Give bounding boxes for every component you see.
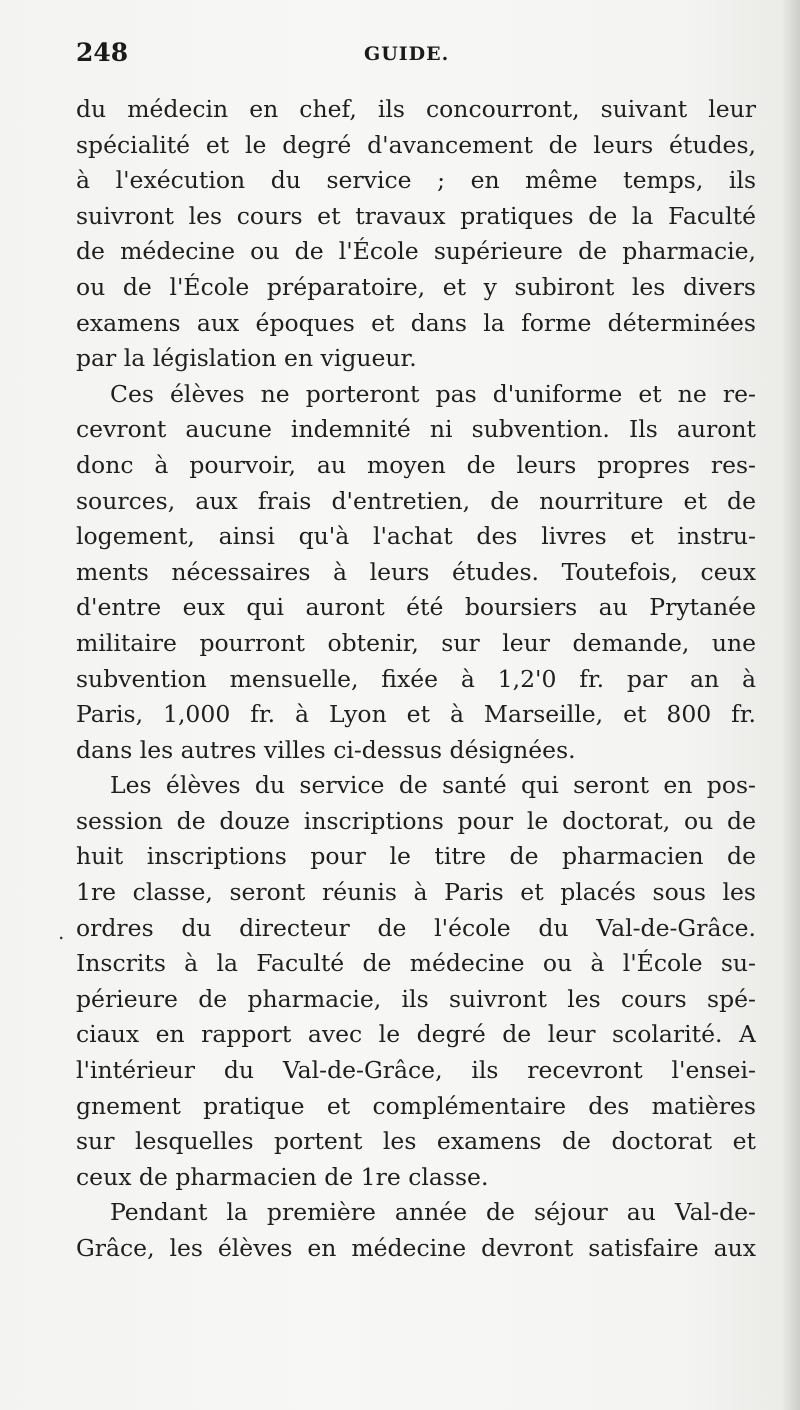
margin-mark: . bbox=[58, 920, 65, 944]
text-line: de médecine ou de l'École supérieure de pharmacie, bbox=[76, 237, 756, 266]
page-number: 248 bbox=[76, 38, 129, 67]
text-line: session de douze inscriptions pour le doctorat, ou de bbox=[76, 806, 756, 835]
text-line: gnement pratique et complémentaire des matières bbox=[76, 1091, 756, 1120]
text-line: 1re classe, seront réunis à Paris et placés sous les bbox=[76, 878, 756, 907]
text-line: du médecin en chef, ils concourront, suivant leur bbox=[76, 95, 756, 123]
text-line: ceux de pharmacien de 1re classe. bbox=[76, 1162, 489, 1191]
text-line: à l'exécution du service ; en même temps, ils bbox=[76, 166, 756, 195]
paragraph-1 bbox=[76, 92, 756, 377]
running-title: GUIDE. bbox=[364, 43, 450, 65]
text-line: Inscrits à la Faculté de médecine ou à l'École su- bbox=[76, 949, 756, 978]
text-line: dans les autres villes ci-dessus désignées. bbox=[76, 735, 576, 764]
text-line: Grâce, les élèves en médecine devront satisfaire aux bbox=[76, 1234, 756, 1262]
text-line: Pendant la première année de séjour au Val-de- bbox=[110, 1198, 756, 1227]
text-line: ments nécessaires à leurs études. Toutefois, ceux bbox=[76, 557, 756, 586]
paragraph-2 bbox=[76, 377, 756, 769]
text-line: ciaux en rapport avec le degré de leur scolarité. A bbox=[76, 1020, 756, 1049]
text-line: logement, ainsi qu'à l'achat des livres et instru- bbox=[76, 522, 756, 551]
text-line: donc à pourvoir, au moyen de leurs propres res- bbox=[76, 450, 756, 479]
text-line: périeure de pharmacie, ils suivront les cours spé- bbox=[76, 984, 756, 1013]
text-line: militaire pourront obtenir, sur leur demande, une bbox=[76, 628, 756, 657]
text-line: ou de l'École préparatoire, et y subiront les divers bbox=[76, 272, 756, 301]
text-line: examens aux époques et dans la forme déterminées bbox=[76, 308, 756, 337]
text-line: ordres du directeur de l'école du Val-de-Grâce. bbox=[76, 913, 756, 942]
text-line: subvention mensuelle, fixée à 1,2'0 fr. par an à bbox=[76, 664, 756, 693]
text-line: sources, aux frais d'entretien, de nourriture et de bbox=[76, 486, 756, 515]
text-line: sur lesquelles portent les examens de doctorat et bbox=[76, 1127, 756, 1156]
text-line: Les élèves du service de santé qui seront en pos- bbox=[110, 771, 756, 800]
body-text bbox=[76, 92, 756, 1267]
text-line: suivront les cours et travaux pratiques de la Faculté bbox=[76, 201, 756, 230]
paragraph-4 bbox=[76, 1195, 756, 1266]
text-line: cevront aucune indemnité ni subvention. Ils auront bbox=[76, 415, 756, 444]
page-edge-shadow bbox=[782, 0, 800, 1410]
text-line: par la législation en vigueur. bbox=[76, 344, 417, 373]
page-header bbox=[76, 38, 756, 72]
text-line: Ces élèves ne porteront pas d'uniforme et ne re- bbox=[110, 379, 756, 408]
text-line: d'entre eux qui auront été boursiers au Prytanée bbox=[76, 593, 756, 622]
text-line: spécialité et le degré d'avancement de leurs études, bbox=[76, 130, 756, 159]
text-line: huit inscriptions pour le titre de pharmacien de bbox=[76, 842, 756, 871]
text-line: Paris, 1,000 fr. à Lyon et à Marseille, et 800 fr. bbox=[76, 700, 756, 729]
paragraph-3 bbox=[76, 768, 756, 1195]
text-line: l'intérieur du Val-de-Grâce, ils recevront l'ensei- bbox=[76, 1056, 756, 1085]
